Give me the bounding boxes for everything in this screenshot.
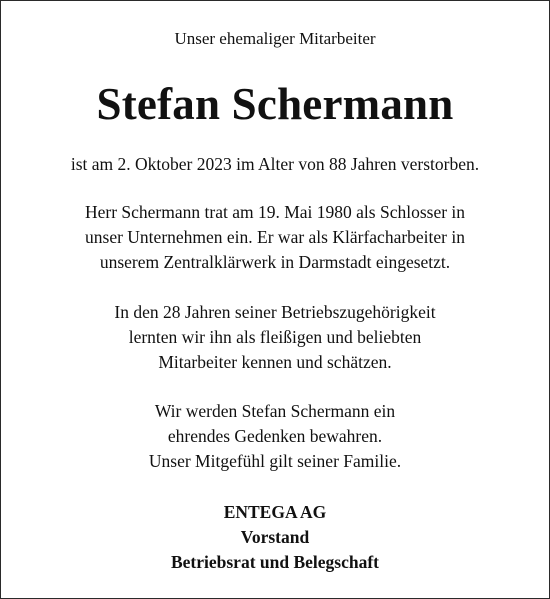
intro-text: Unser ehemaliger Mitarbeiter (174, 29, 376, 48)
company-name: ENTEGA AG (223, 502, 327, 522)
deceased-name: Stefan Schermann (96, 79, 454, 129)
appreciation-line: lernten wir ihn als fleißigen und beliebten (128, 327, 422, 347)
career-line: Herr Schermann trat am 19. Mai 1980 als Schlosser in (84, 202, 466, 222)
death-line: ist am 2. Oktober 2023 im Alter von 88 Jahren verstorben. (70, 154, 480, 174)
signature-staff: Betriebsrat und Belegschaft (170, 552, 380, 572)
career-line: unser Unternehmen ein. Er war als Klärfacharbeiter in (85, 227, 465, 247)
career-line: unserem Zentralklärwerk in Darmstadt eingesetzt. (99, 252, 451, 272)
remembrance-paragraph (1, 399, 549, 474)
appreciation-line: Mitarbeiter kennen und schätzen. (158, 352, 392, 372)
death-announcement (1, 152, 549, 177)
appreciation-paragraph (1, 300, 549, 375)
career-paragraph (1, 200, 549, 275)
signature-board: Vorstand (240, 527, 310, 547)
signature-block (1, 500, 549, 575)
remembrance-line: ehrendes Gedenken bewahren. (167, 426, 383, 446)
remembrance-line: Wir werden Stefan Schermann ein (154, 401, 396, 421)
remembrance-line: Unser Mitgefühl gilt seiner Familie. (148, 451, 402, 471)
appreciation-line: In den 28 Jahren seiner Betriebszugehörigkeit (114, 302, 436, 322)
